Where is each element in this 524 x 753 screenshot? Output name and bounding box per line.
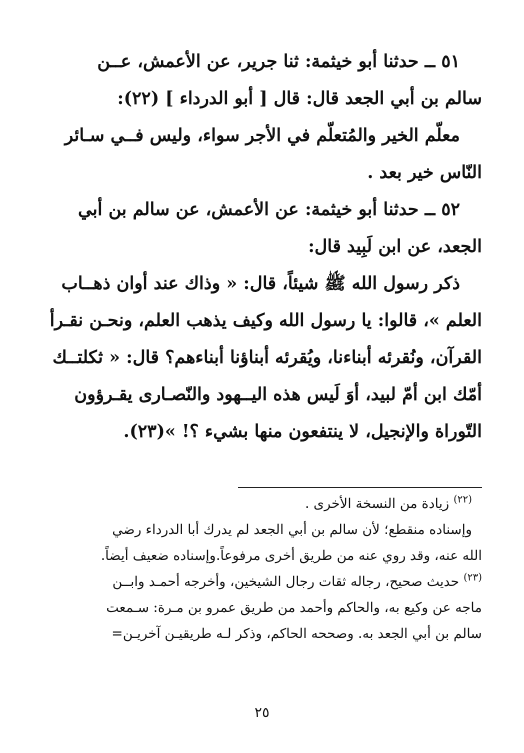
main-line-9: القرآن، ونُقرئه أبناءنا، ويُقرئه أبناؤنا أبناءهم؟ قال: « ثكلتــك [52, 348, 482, 368]
main-line-4: النّاس خير بعد . [367, 163, 482, 183]
footnote-23-text: حديث صحيح، رجاله ثقات رجال الشيخين، وأخرجه أحمـد وابــن [112, 574, 460, 590]
page-number: ٢٥ [254, 705, 270, 721]
footnote-22 [42, 491, 482, 517]
main-line-5: ٥٢ ــ حدثنا أبو خيثمة: عن الأعمش، عن سالم بن أبي [78, 200, 460, 220]
footnote-23 [42, 569, 482, 595]
footnotes-block [42, 491, 482, 647]
footnote-separator [238, 487, 482, 488]
main-line-1: ٥١ ــ حدثنا أبو خيثمة: ثنا جرير، عن الأعمش، عــن [97, 52, 460, 72]
main-text-block [42, 44, 482, 451]
main-line-10: أمّك ابن أمّ لبيد، أوَ لَيس هذه اليــهود والنّصـارى يقـرؤون [74, 385, 482, 405]
footnote-23-ref: (٢٣) [463, 572, 482, 584]
main-line-11: التّوراة والإنجيل، لا ينتفعون منها بشيء ؟! »(٢٣). [123, 422, 482, 442]
footnote-22-text: زيادة من النسخة الأخرى . [304, 496, 450, 512]
main-line-6: الجعد، عن ابن لَبِيد قال: [308, 237, 482, 257]
main-line-7: ذكر رسول الله ﷺ شيئاً، قال: « وذاك عند أوان ذهــاب [61, 274, 460, 294]
footnote-23-line-3: سالم بن أبي الجعد به. وصححه الحاكم، وذكر لـه طريقيـن آخريـن= [111, 626, 482, 642]
main-line-3: معلّم الخير والمُتعلّم في الأجر سواء، وليس فــي سـائر [64, 126, 460, 146]
footnote-22-line-3: الله عنه، وقد روي عنه من طريق أخرى مرفوعاً.وإسناده ضعيف أيضاً. [100, 548, 482, 564]
footnote-22-ref: (٢٢) [453, 494, 472, 506]
footnote-22-line-2: وإسناده منقطع؛ لأن سالم بن أبي الجعد لم يدرك أبا الدرداء رضي [112, 522, 472, 538]
main-line-2: سالم بن أبي الجعد قال: قال [ أبو الدرداء ] (٢٢): [117, 89, 482, 109]
footnote-23-line-2: ماجه عن وكيع به، والحاكم وأحمد من طريق عمرو بن مـرة: سـمعت [106, 600, 482, 616]
main-line-8: العلم »، قالوا: يا رسول الله وكيف يذهب العلم، ونحـن نقـرأ [49, 311, 482, 331]
